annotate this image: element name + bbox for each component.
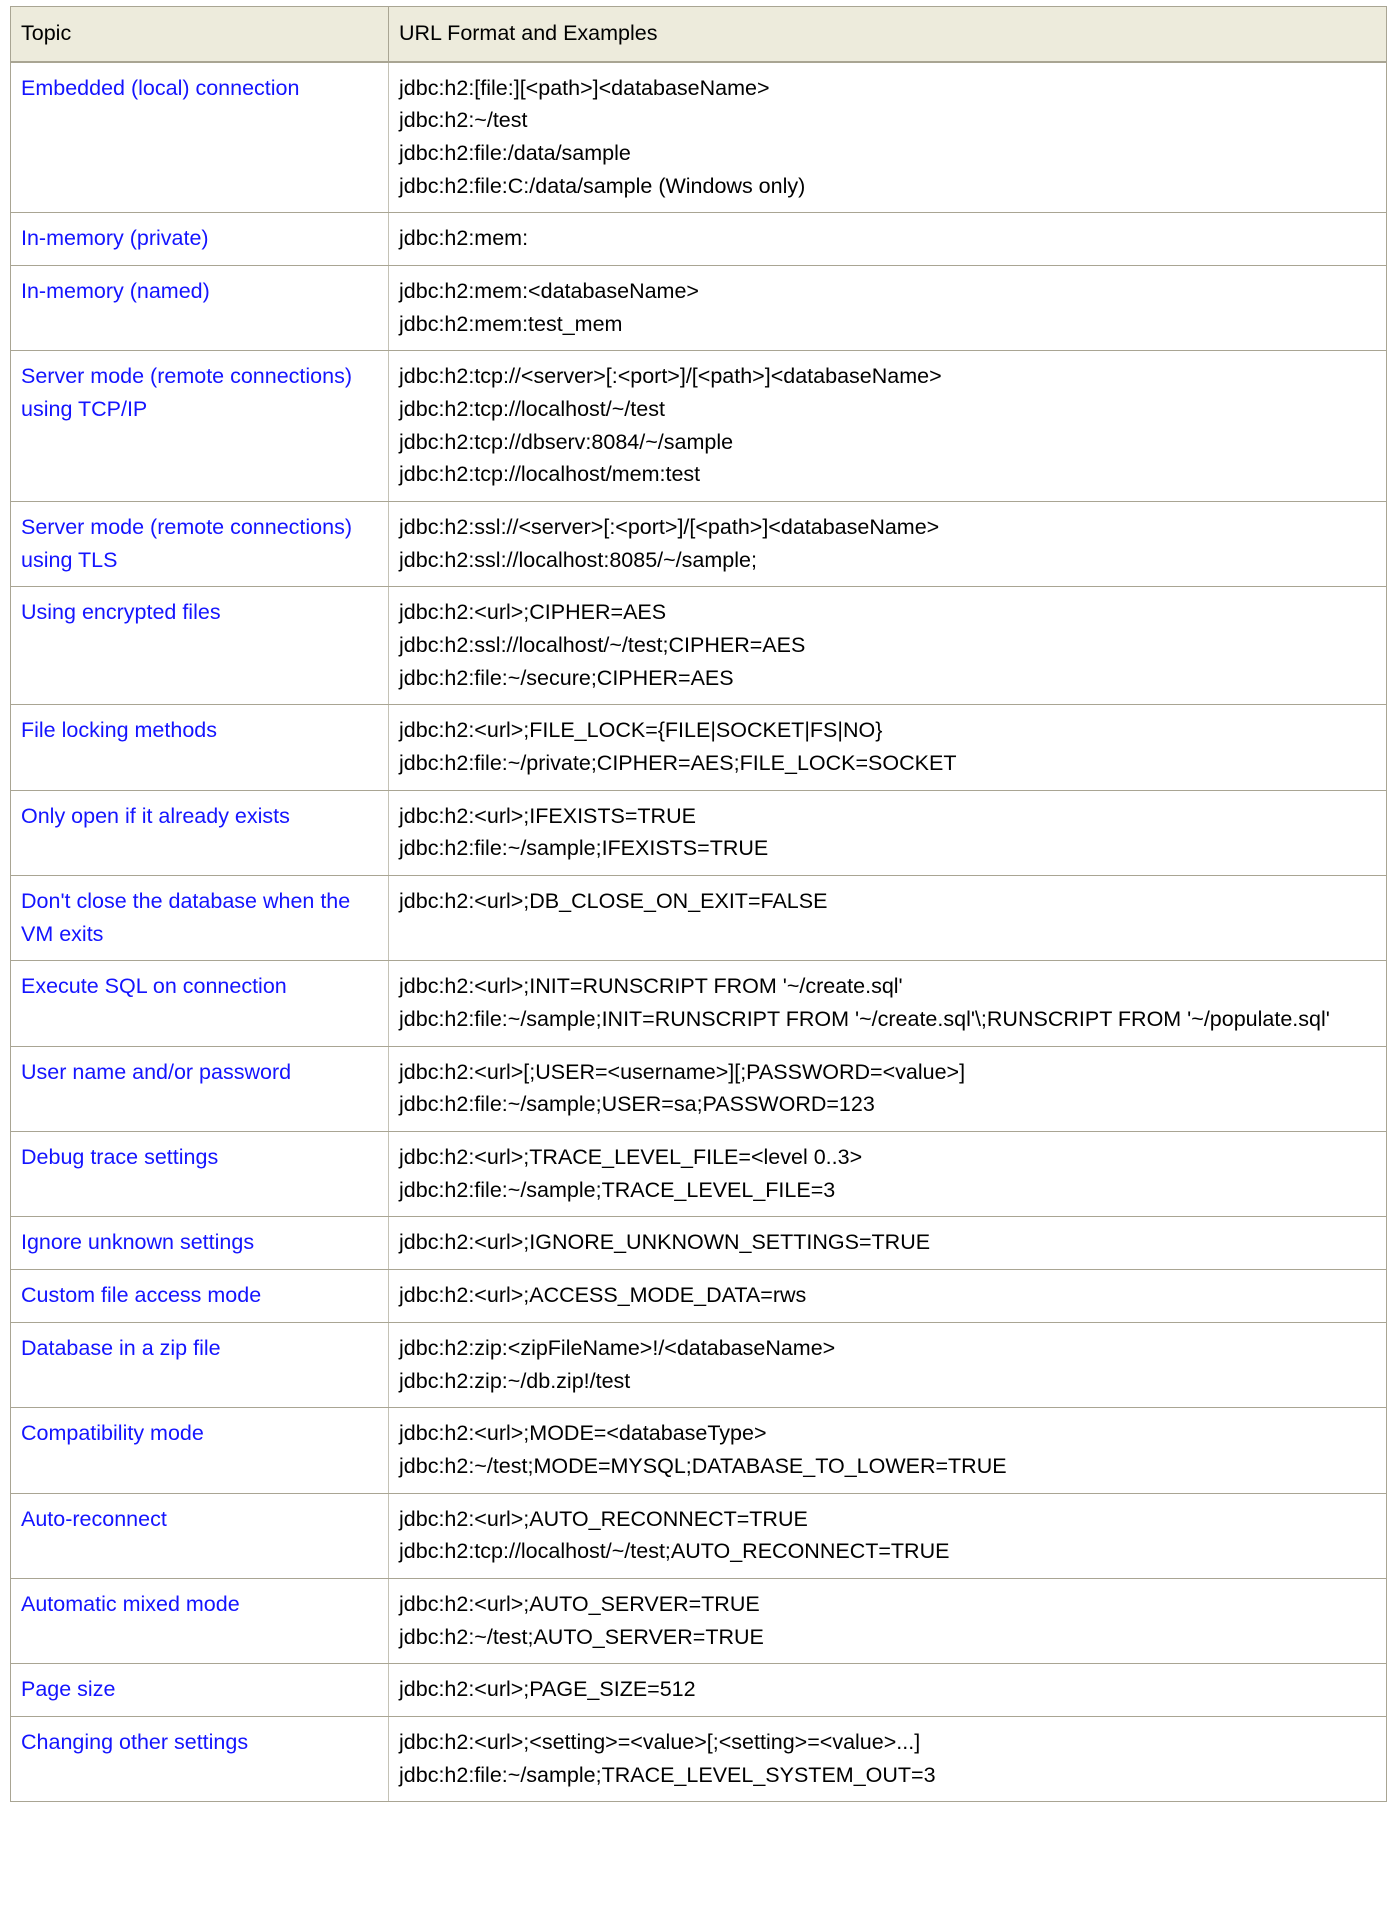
topic-cell — [11, 1132, 389, 1217]
url-example-line: jdbc:h2:~/test;AUTO_SERVER=TRUE — [399, 1624, 764, 1649]
url-example-line: jdbc:h2:<url>;DB_CLOSE_ON_EXIT=FALSE — [399, 889, 828, 914]
table-header-row — [11, 7, 1387, 62]
table-row — [11, 1408, 1387, 1493]
topic-link[interactable]: Database in a zip file — [21, 1335, 221, 1360]
table-row — [11, 1270, 1387, 1323]
url-example-list — [399, 511, 1376, 576]
url-example-line: jdbc:h2:file:~/sample;TRACE_LEVEL_SYSTEM_OUT=3 — [399, 1762, 936, 1787]
url-cell — [389, 790, 1387, 875]
topic-cell — [11, 961, 389, 1046]
url-example-line: jdbc:h2:file:~/secure;CIPHER=AES — [399, 665, 734, 690]
table-row — [11, 1664, 1387, 1717]
url-cell — [389, 1664, 1387, 1717]
topic-cell — [11, 351, 389, 502]
url-example-line: jdbc:h2:<url>;ACCESS_MODE_DATA=rws — [399, 1283, 807, 1308]
url-example-line: jdbc:h2:<url>;PAGE_SIZE=512 — [399, 1677, 696, 1702]
topic-link[interactable]: Ignore unknown settings — [21, 1230, 255, 1255]
table-row — [11, 62, 1387, 213]
topic-link[interactable]: Page size — [21, 1677, 116, 1702]
url-cell — [389, 1408, 1387, 1493]
url-example-list — [399, 275, 1376, 340]
url-example-line: jdbc:h2:<url>;AUTO_SERVER=TRUE — [399, 1591, 760, 1616]
url-example-line: jdbc:h2:file:~/sample;TRACE_LEVEL_FILE=3 — [399, 1177, 836, 1202]
url-example-list — [399, 222, 1376, 255]
url-cell — [389, 1270, 1387, 1323]
url-example-line: jdbc:h2:mem:test_mem — [399, 311, 623, 336]
column-header-url: URL Format and Examples — [389, 7, 1387, 62]
url-example-line: jdbc:h2:ssl://<server>[:<port>]/[<path>]<databaseName> — [399, 515, 940, 540]
topic-link[interactable]: Custom file access mode — [21, 1283, 262, 1308]
column-header-topic: Topic — [11, 7, 389, 62]
topic-cell — [11, 1046, 389, 1131]
topic-link[interactable]: Auto-reconnect — [21, 1506, 167, 1531]
topic-cell — [11, 1664, 389, 1717]
url-cell — [389, 1578, 1387, 1663]
url-example-line: jdbc:h2:<url>;FILE_LOCK={FILE|SOCKET|FS|NO} — [399, 718, 883, 743]
url-cell — [389, 351, 1387, 502]
topic-link[interactable]: Changing other settings — [21, 1729, 249, 1754]
url-example-list — [399, 360, 1376, 491]
table-row — [11, 961, 1387, 1046]
url-example-line: jdbc:h2:mem: — [399, 226, 529, 251]
table-body — [11, 62, 1387, 1802]
topic-cell — [11, 705, 389, 790]
topic-cell — [11, 502, 389, 587]
url-example-line: jdbc:h2:tcp://dbserv:8084/~/sample — [399, 429, 734, 454]
url-cell — [389, 1493, 1387, 1578]
url-example-list — [399, 1226, 1376, 1259]
url-example-list — [399, 1141, 1376, 1206]
table-row — [11, 213, 1387, 266]
url-cell — [389, 1217, 1387, 1270]
url-example-line: jdbc:h2:~/test;MODE=MYSQL;DATABASE_TO_LOWER=TRUE — [399, 1453, 1007, 1478]
url-example-line: jdbc:h2:<url>;IFEXISTS=TRUE — [399, 803, 696, 828]
url-example-list — [399, 714, 1376, 779]
topic-link[interactable]: Server mode (remote connections) using TLS — [21, 515, 353, 572]
url-example-line: jdbc:h2:file:~/sample;INIT=RUNSCRIPT FROM '~/create.sql'\;RUNSCRIPT FROM '~/populate.sql' — [399, 1007, 1330, 1032]
table-row — [11, 1132, 1387, 1217]
url-example-line: jdbc:h2:ssl://localhost/~/test;CIPHER=AES — [399, 633, 806, 658]
topic-cell — [11, 1270, 389, 1323]
topic-link[interactable]: Compatibility mode — [21, 1421, 204, 1446]
topic-link[interactable]: User name and/or password — [21, 1059, 292, 1084]
url-cell — [389, 502, 1387, 587]
table-row — [11, 502, 1387, 587]
url-example-line: jdbc:h2:mem:<databaseName> — [399, 279, 699, 304]
url-example-line: jdbc:h2:<url>;<setting>=<value>[;<setting>=<value>...] — [399, 1729, 921, 1754]
topic-cell — [11, 1716, 389, 1801]
url-example-line: jdbc:h2:file:~/sample;IFEXISTS=TRUE — [399, 836, 769, 861]
url-example-line: jdbc:h2:file:~/private;CIPHER=AES;FILE_LOCK=SOCKET — [399, 751, 957, 776]
url-cell — [389, 266, 1387, 351]
url-example-list — [399, 1588, 1376, 1653]
table-row — [11, 876, 1387, 961]
url-example-line: jdbc:h2:~/test — [399, 108, 528, 133]
url-example-line: jdbc:h2:tcp://<server>[:<port>]/[<path>]<databaseName> — [399, 364, 942, 389]
url-cell — [389, 876, 1387, 961]
url-cell — [389, 705, 1387, 790]
url-example-list — [399, 1503, 1376, 1568]
url-cell — [389, 1132, 1387, 1217]
url-example-list — [399, 1417, 1376, 1482]
topic-cell — [11, 1408, 389, 1493]
topic-cell — [11, 1578, 389, 1663]
url-example-line: jdbc:h2:<url>;IGNORE_UNKNOWN_SETTINGS=TRUE — [399, 1230, 931, 1255]
topic-cell — [11, 1493, 389, 1578]
url-example-list — [399, 800, 1376, 865]
table-header — [11, 7, 1387, 62]
topic-link[interactable]: Embedded (local) connection — [21, 75, 300, 100]
url-cell — [389, 587, 1387, 705]
url-example-list — [399, 1056, 1376, 1121]
topic-link[interactable]: Execute SQL on connection — [21, 974, 287, 999]
url-example-line: jdbc:h2:<url>;CIPHER=AES — [399, 600, 667, 625]
table-row — [11, 790, 1387, 875]
topic-link[interactable]: File locking methods — [21, 718, 217, 743]
url-example-list — [399, 970, 1376, 1035]
table-row — [11, 1716, 1387, 1801]
url-example-list — [399, 72, 1376, 203]
topic-cell — [11, 790, 389, 875]
url-example-list — [399, 885, 1376, 918]
url-example-list — [399, 1673, 1376, 1706]
url-example-line: jdbc:h2:<url>;AUTO_RECONNECT=TRUE — [399, 1506, 808, 1531]
table-row — [11, 1217, 1387, 1270]
topic-link[interactable]: Don't close the database when the VM exits — [21, 889, 351, 946]
url-example-line: jdbc:h2:<url>;TRACE_LEVEL_FILE=<level 0..3> — [399, 1145, 863, 1170]
topic-link[interactable]: Server mode (remote connections) using TCP/IP — [21, 364, 353, 422]
url-example-line: jdbc:h2:<url>;INIT=RUNSCRIPT FROM '~/create.sql' — [399, 974, 903, 999]
url-example-line: jdbc:h2:tcp://localhost/~/test — [399, 397, 665, 422]
url-example-line: jdbc:h2:<url>[;USER=<username>][;PASSWORD=<value>] — [399, 1059, 966, 1084]
url-example-list — [399, 596, 1376, 694]
topic-cell — [11, 1322, 389, 1407]
topic-link[interactable]: Debug trace settings — [21, 1145, 219, 1170]
url-example-line: jdbc:h2:file:/data/sample — [399, 141, 631, 166]
topic-link[interactable]: Only open if it already exists — [21, 803, 290, 828]
topic-link[interactable]: In-memory (private) — [21, 226, 209, 251]
topic-cell — [11, 213, 389, 266]
url-cell — [389, 961, 1387, 1046]
table-row — [11, 1046, 1387, 1131]
topic-cell — [11, 876, 389, 961]
url-example-line: jdbc:h2:[file:][<path>]<databaseName> — [399, 75, 770, 100]
table-row — [11, 705, 1387, 790]
topic-link[interactable]: Using encrypted files — [21, 600, 221, 625]
topic-cell — [11, 62, 389, 213]
url-example-line: jdbc:h2:<url>;MODE=<databaseType> — [399, 1421, 767, 1446]
url-cell — [389, 1716, 1387, 1801]
url-example-line: jdbc:h2:zip:<zipFileName>!/<databaseName> — [399, 1335, 836, 1360]
topic-cell — [11, 587, 389, 705]
url-example-line: jdbc:h2:ssl://localhost:8085/~/sample; — [399, 547, 757, 572]
url-example-list — [399, 1726, 1376, 1791]
url-example-line: jdbc:h2:tcp://localhost/mem:test — [399, 462, 701, 487]
table-row — [11, 1493, 1387, 1578]
table-row — [11, 266, 1387, 351]
url-example-line: jdbc:h2:zip:~/db.zip!/test — [399, 1368, 631, 1393]
url-example-list — [399, 1332, 1376, 1397]
topic-cell — [11, 1217, 389, 1270]
table-row — [11, 1322, 1387, 1407]
topic-link[interactable]: Automatic mixed mode — [21, 1591, 240, 1616]
url-format-table — [10, 6, 1387, 1802]
url-cell — [389, 62, 1387, 213]
url-example-line: jdbc:h2:file:~/sample;USER=sa;PASSWORD=123 — [399, 1092, 875, 1117]
url-cell — [389, 213, 1387, 266]
topic-cell — [11, 266, 389, 351]
table-row — [11, 587, 1387, 705]
url-example-line: jdbc:h2:file:C:/data/sample (Windows only) — [399, 173, 806, 198]
url-example-list — [399, 1279, 1376, 1312]
topic-link[interactable]: In-memory (named) — [21, 279, 210, 304]
table-row — [11, 1578, 1387, 1663]
url-cell — [389, 1322, 1387, 1407]
table-row — [11, 351, 1387, 502]
url-example-line: jdbc:h2:tcp://localhost/~/test;AUTO_RECONNECT=TRUE — [399, 1539, 950, 1564]
url-cell — [389, 1046, 1387, 1131]
